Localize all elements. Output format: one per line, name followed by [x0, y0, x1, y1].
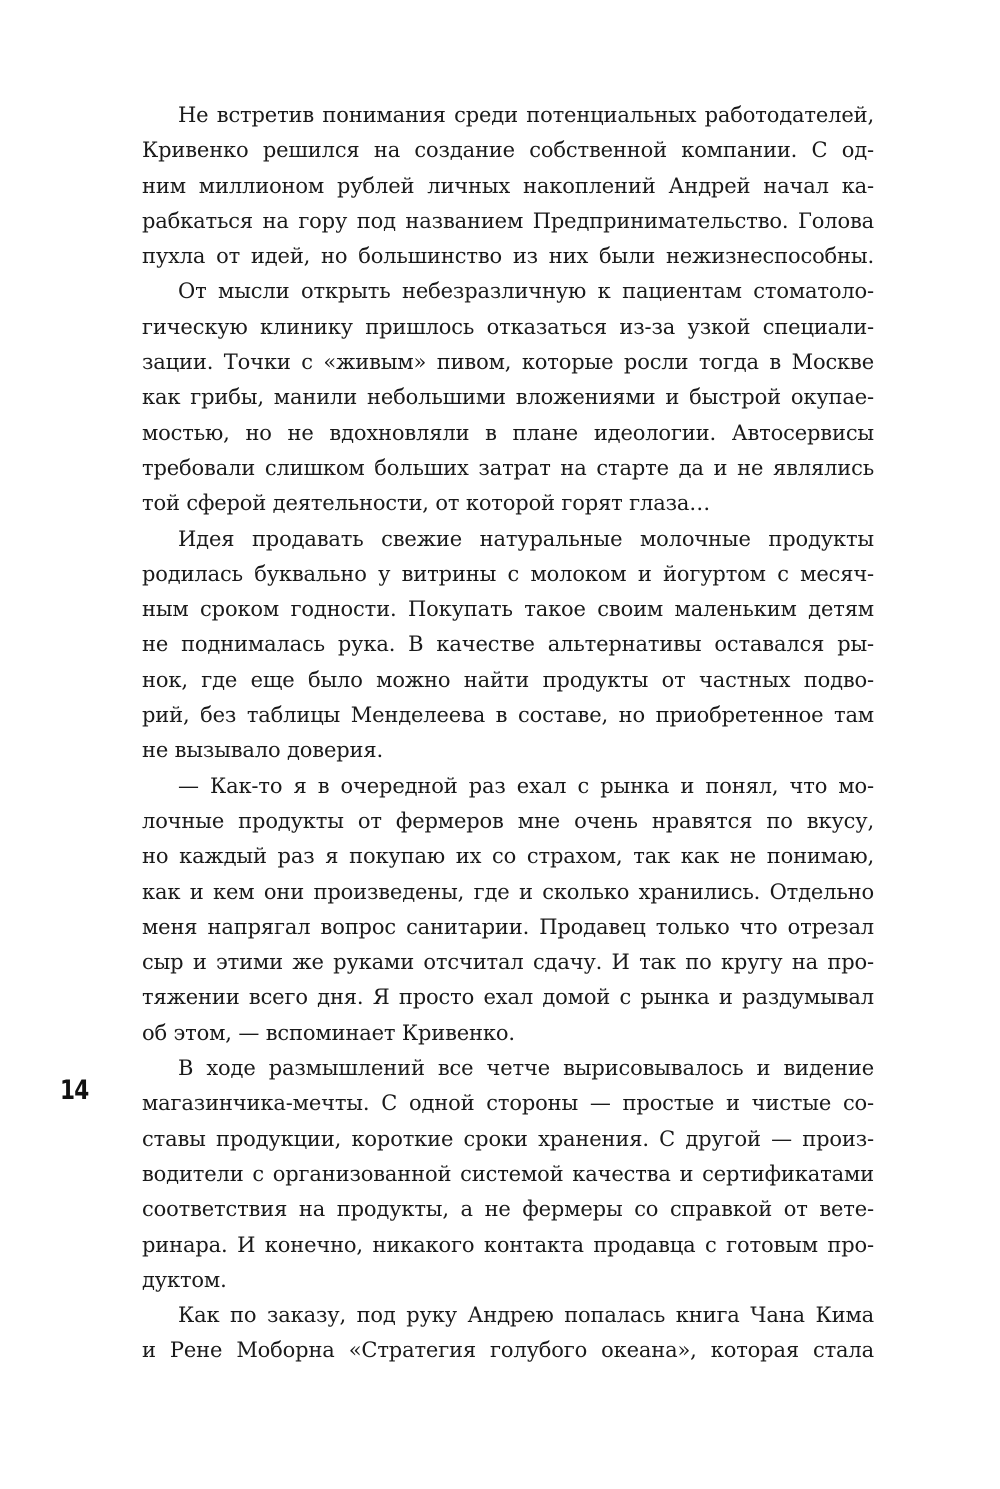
- text-line: тяжении всего дня. Я просто ехал домой с рынка и раздумывал: [142, 985, 874, 1010]
- text-line: рабкаться на гору под названием Предпринимательство. Голова: [142, 208, 874, 233]
- text-line: магазинчика-мечты. С одной стороны — простые и чистые со-: [142, 1091, 874, 1116]
- text-line: От мысли открыть небезразличную к пациентам стоматоло-: [178, 279, 874, 304]
- text-line: ринара. И конечно, никакого контакта продавца с готовым про-: [142, 1232, 874, 1257]
- text-line: сыр и этими же руками отсчитал сдачу. И так по кругу на про-: [142, 950, 874, 975]
- text-line: как и кем они произведены, где и сколько хранились. Отдельно: [142, 879, 874, 904]
- paragraph-1: [142, 98, 874, 274]
- text-line: не поднималась рука. В качестве альтернативы оставался ры-: [142, 632, 874, 657]
- text-line: родилась буквально у витрины с молоком и йогуртом с месяч-: [142, 561, 874, 586]
- text-line: Как по заказу, под руку Андрею попалась книга Чана Кима: [178, 1303, 874, 1328]
- text-line: меня напрягал вопрос санитарии. Продавец только что отрезал: [142, 914, 874, 939]
- text-line: рий, без таблицы Менделеева в составе, но приобретенное там: [142, 703, 874, 728]
- paragraph-5: [142, 1051, 874, 1298]
- page-number: 14: [60, 1075, 89, 1106]
- text-line: ным сроком годности. Покупать такое своим маленьким детям: [142, 597, 874, 622]
- text-line: Кривенко решился на создание собственной компании. С од-: [142, 138, 874, 163]
- text-line: Не встретив понимания среди потенциальных работодателей,: [178, 103, 874, 127]
- paragraph-6: [142, 1298, 874, 1369]
- text-line: соответствия на продукты, а не фермеры со справкой от вете-: [142, 1197, 874, 1222]
- text-line: водители с организованной системой качества и сертификатами: [142, 1161, 874, 1186]
- text-line: об этом, — вспоминает Кривенко.: [142, 1020, 515, 1045]
- body-text: [142, 98, 874, 1369]
- text-line: ставы продукции, короткие сроки хранения. С другой — произ-: [142, 1126, 874, 1151]
- text-line: Идея продавать свежие натуральные молочные продукты: [178, 526, 874, 551]
- paragraph-2: [142, 274, 874, 521]
- text-line: зации. Точки с «живым» пивом, которые росли тогда в Москве: [142, 350, 874, 375]
- text-line: требовали слишком больших затрат на старте да и не являлись: [142, 455, 874, 480]
- text-line: мостью, но не вдохновляли в плане идеологии. Автосервисы: [142, 420, 874, 445]
- text-line: В ходе размышлений все четче вырисовывалось и видение: [178, 1056, 874, 1081]
- paragraph-4: [142, 769, 874, 1051]
- text-line: и Рене Моборна «Стратегия голубого океана», которая стала: [142, 1338, 874, 1363]
- text-line: как грибы, манили небольшими вложениями и быстрой окупае-: [142, 385, 874, 410]
- text-line: — Как-то я в очередной раз ехал с рынка и понял, что мо-: [178, 773, 874, 798]
- text-line: гическую клинику пришлось отказаться из-за узкой специали-: [142, 314, 874, 339]
- text-line: той сферой деятельности, от которой горят глаза…: [142, 491, 711, 516]
- text-line: ним миллионом рублей личных накоплений Андрей начал ка-: [142, 173, 874, 198]
- paragraph-3: [142, 522, 874, 769]
- text-line: не вызывало доверия.: [142, 738, 383, 763]
- text-line: нок, где еще было можно найти продукты от частных подво-: [142, 667, 874, 692]
- text-line: дуктом.: [142, 1267, 227, 1292]
- text-line: пухла от идей, но большинство из них были нежизнеспособны.: [142, 244, 874, 269]
- text-line: лочные продукты от фермеров мне очень нравятся по вкусу,: [142, 808, 874, 833]
- text-line: но каждый раз я покупаю их со страхом, так как не понимаю,: [142, 844, 874, 869]
